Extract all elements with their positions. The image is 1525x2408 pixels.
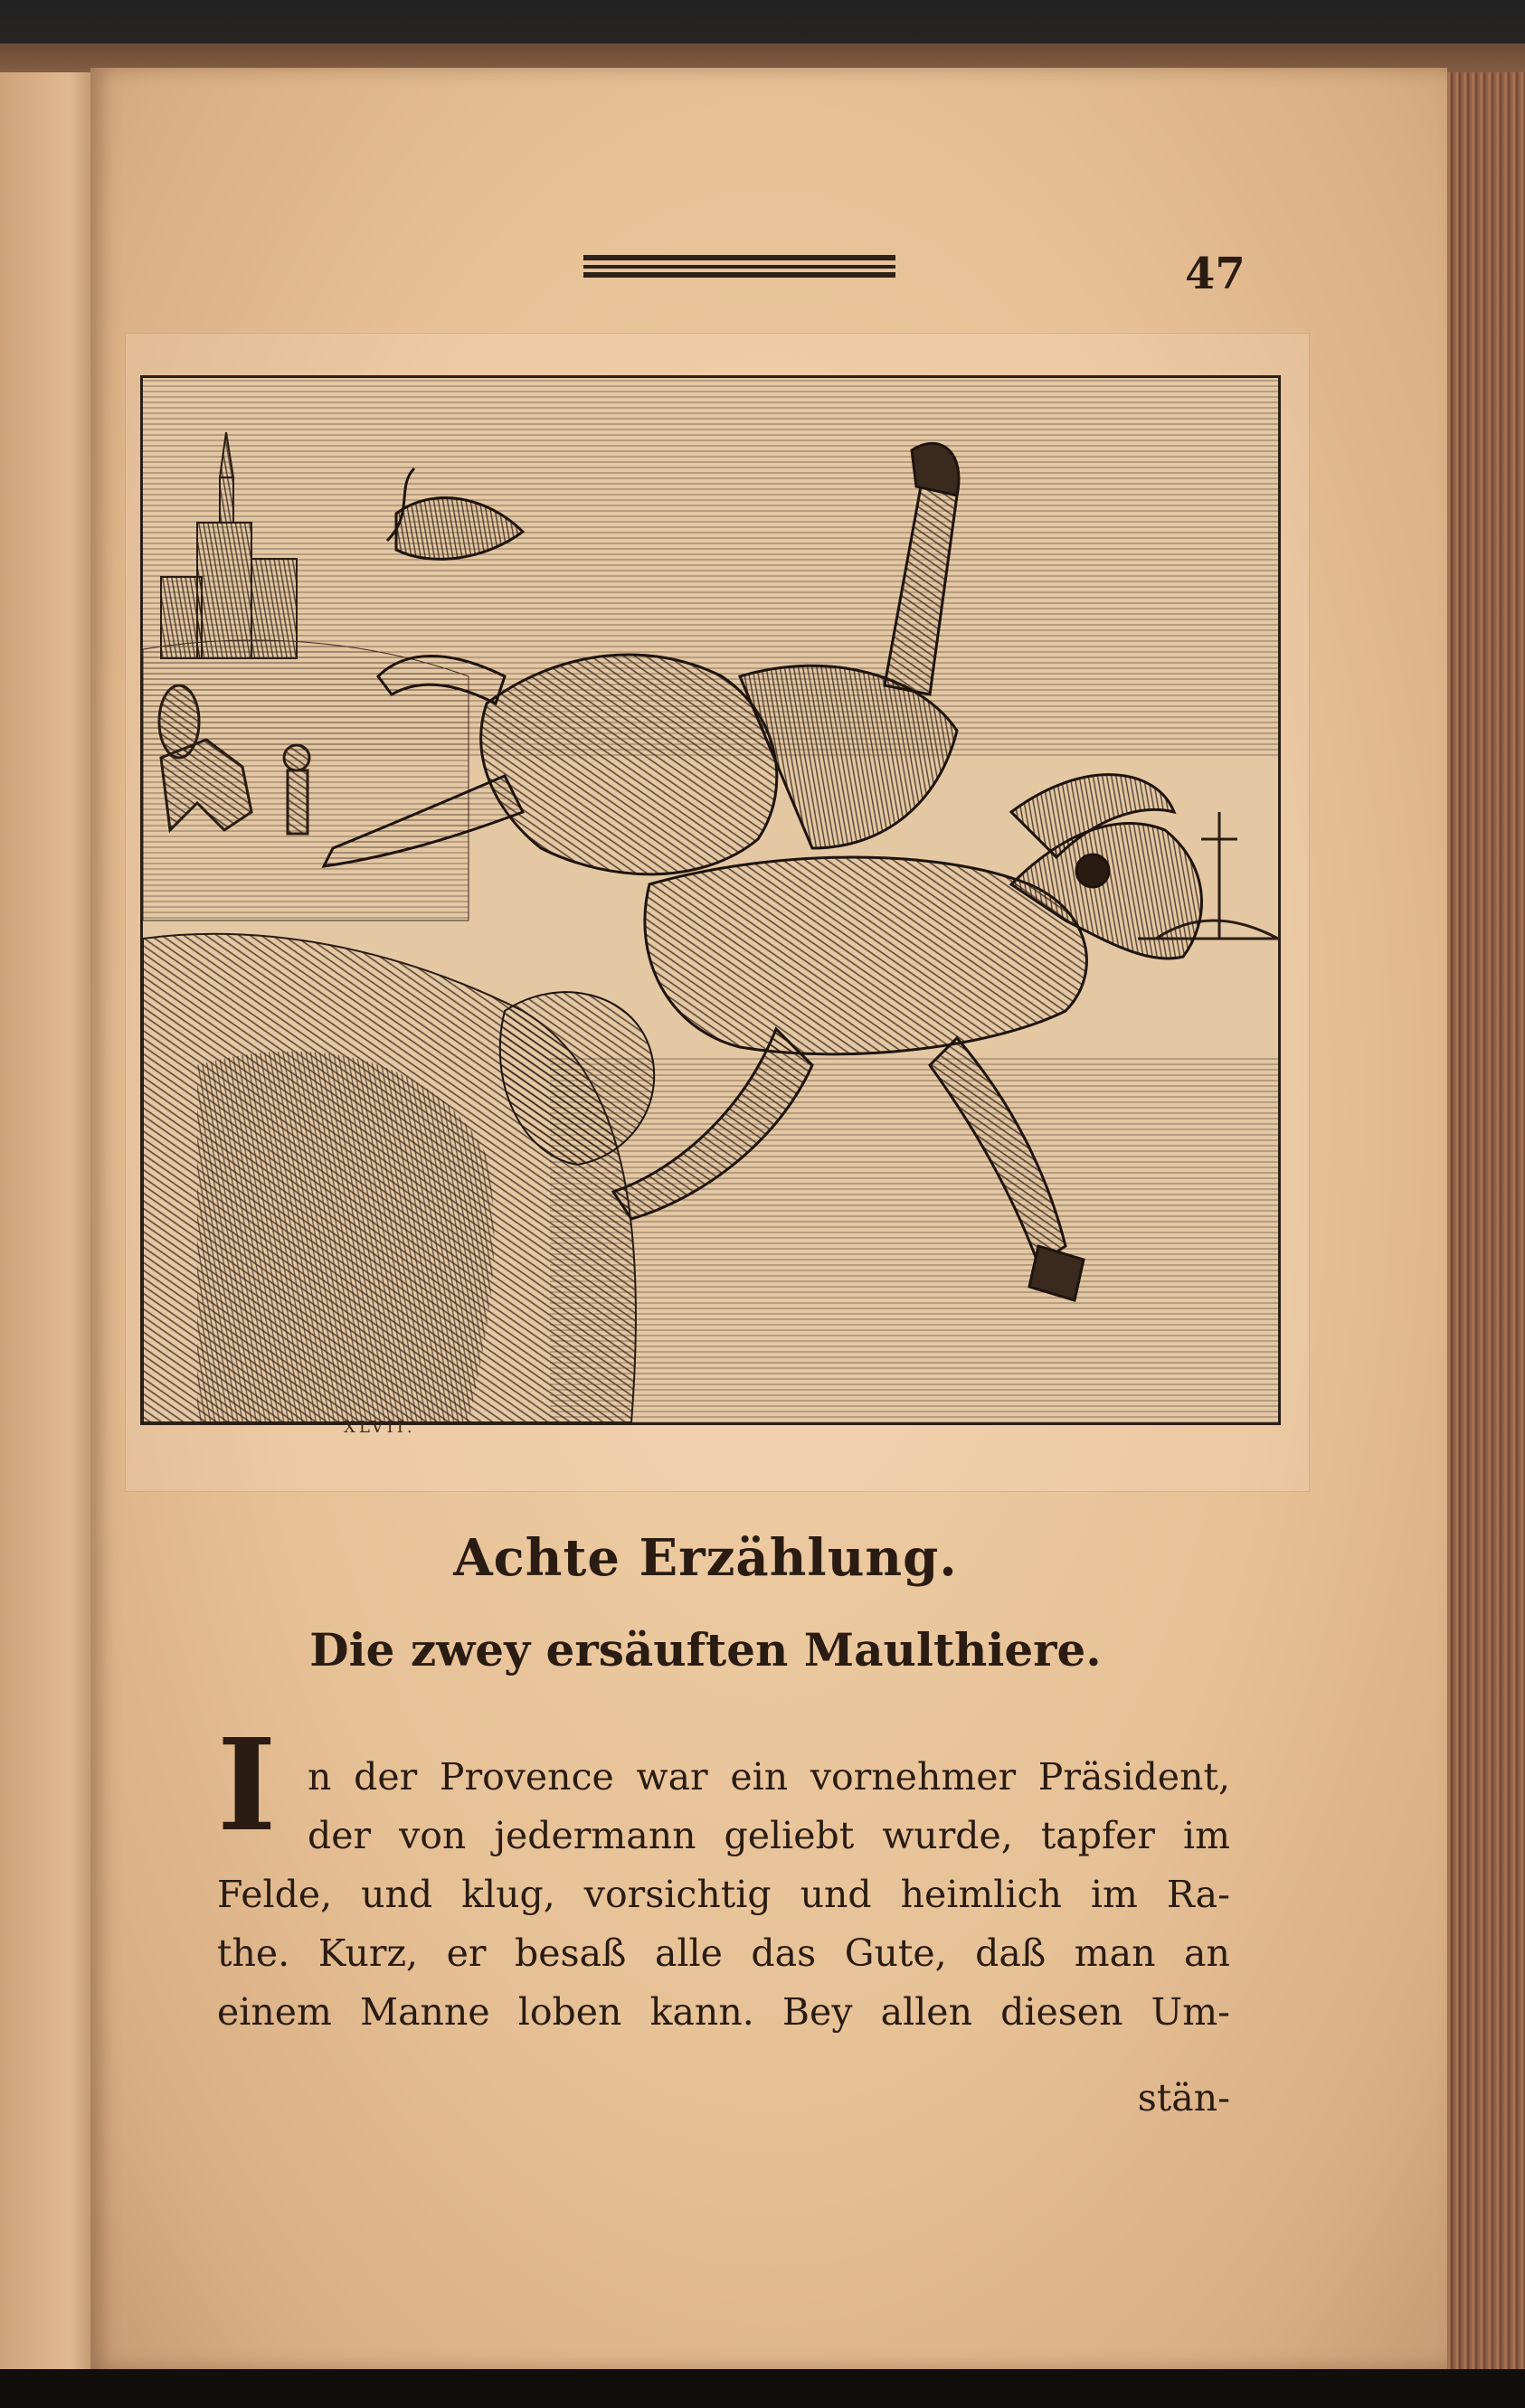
chapter-title: Achte Erzählung. (453, 1528, 958, 1588)
catchword: stän- (1137, 2076, 1230, 2120)
chapter-subtitle: Die zwey ersäuften Maulthiere. (309, 1623, 1102, 1676)
text-line: der von jedermann geliebt wurde, tapfer im (308, 1814, 1230, 1857)
drop-cap-initial: I (217, 1712, 277, 1860)
header-ornament-rule (583, 255, 895, 280)
text-line: n der Provence war ein vornehmer Präsident, (308, 1755, 1230, 1799)
text-line: the. Kurz, er besaß alle das Gute, daß man an (217, 1931, 1230, 1975)
left-page-edge (0, 72, 101, 2369)
page-number: 47 (1185, 249, 1246, 299)
engraving-illustration (140, 375, 1281, 1425)
plate-caption: XLVII. (344, 1418, 416, 1437)
text-line: einem Manne loben kann. Bey allen diesen Um- (217, 1990, 1230, 2034)
background-bottom (0, 2369, 1525, 2408)
page-stack-edge (1438, 72, 1525, 2369)
text-line: Felde, und klug, vorsichtig und heimlich im Ra- (217, 1873, 1230, 1916)
